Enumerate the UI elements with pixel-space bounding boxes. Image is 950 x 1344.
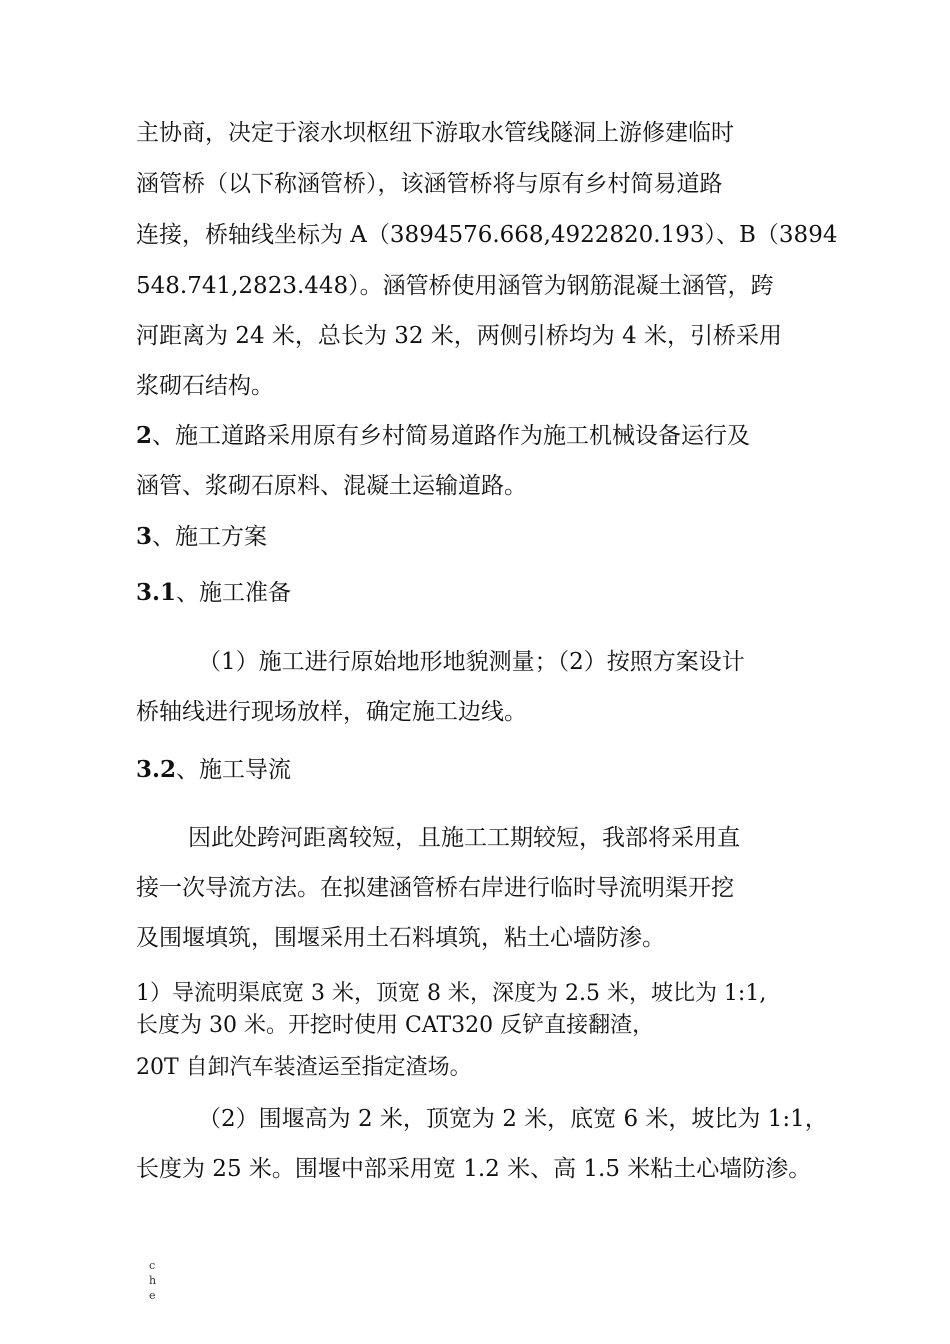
footer-mark: che [149, 1259, 157, 1302]
section-text: 、施工方案 [152, 524, 268, 550]
paragraph-line: 浆砌石结构。 [136, 373, 274, 399]
section-text: 、施工导流 [176, 757, 292, 783]
section-number: 3.2 [136, 756, 177, 783]
paragraph-line: （2）围堰高为 2 米，顶宽为 2 米，底宽 6 米，坡比为 1:1， [198, 1106, 828, 1132]
paragraph-line: 因此处跨河距离较短，且施工工期较短，我部将采用直 [188, 825, 740, 851]
paragraph-line: 接一次导流方法。在拟建涵管桥右岸进行临时导流明渠开挖 [136, 875, 734, 901]
section-heading-3-2 [136, 755, 291, 785]
section-heading-3 [136, 522, 267, 552]
section-number: 3.1 [136, 579, 177, 606]
paragraph-line: 涵管桥（以下称涵管桥），该涵管桥将与原有乡村简易道路 [136, 171, 723, 197]
paragraph-line: 河距离为 24 米，总长为 32 米，两侧引桥均为 4 米，引桥采用 [136, 323, 783, 349]
paragraph-line: （1）施工进行原始地形地貌测量；（2）按照方案设计 [198, 649, 745, 675]
paragraph-line: 20T 自卸汽车装渣运至指定渣场。 [136, 1055, 472, 1080]
paragraph-line: 长度为 30 米。开挖时使用 CAT320 反铲直接翻渣， [136, 1013, 655, 1038]
paragraph-line: 及围堰填筑，围堰采用土石料填筑，粘土心墙防渗。 [136, 925, 665, 951]
section-heading-3-1 [136, 578, 291, 608]
paragraph-line: 548.741,2823.448）。涵管桥使用涵管为钢筋混凝土涵管，跨 [136, 273, 774, 299]
section-text: 、施工准备 [176, 580, 292, 606]
paragraph-line: 长度为 25 米。围堰中部采用宽 1.2 米、高 1.5 米粘土心墙防渗。 [136, 1156, 812, 1182]
paragraph-line: 1）导流明渠底宽 3 米，顶宽 8 米，深度为 2.5 米，坡比为 1:1, [136, 981, 767, 1006]
section-text: 、施工道路采用原有乡村简易道路作为施工机械设备运行及 [152, 423, 751, 449]
paragraph-line: 桥轴线进行现场放样，确定施工边线。 [136, 699, 527, 725]
paragraph-line: 连接，桥轴线坐标为 A（3894576.668,4922820.193）、B（3894 [136, 222, 838, 248]
section-item-2 [136, 421, 750, 451]
paragraph-line: 涵管、浆砌石原料、混凝土运输道路。 [136, 473, 527, 499]
section-number: 3 [136, 523, 153, 550]
paragraph-line: 主协商，决定于滚水坝枢纽下游取水管线隧洞上游修建临时 [136, 120, 734, 146]
section-number: 2 [136, 422, 153, 449]
